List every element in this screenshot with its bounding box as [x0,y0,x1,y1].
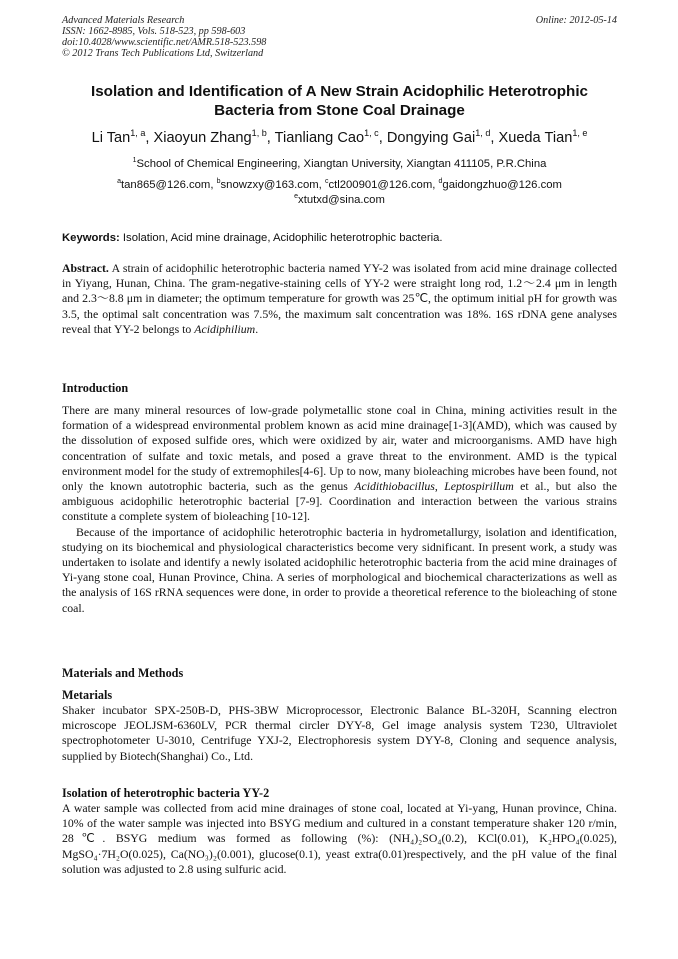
intro-genus-1: Acidithiobacillus [354,479,435,494]
methods-heading: Materials and Methods [62,666,184,680]
email-link[interactable]: ctl200901@126.com [328,179,433,191]
isolation-heading: Isolation of heterotrophic bacteria YY-2 [62,786,270,800]
author-affil-mark: 1, c [364,128,379,139]
author-affil-mark: 1, b [251,128,267,139]
online-date: Online: 2012-05-14 [535,15,617,26]
keywords [62,231,617,245]
email-mark: c [324,178,329,186]
journal-doi: doi:10.4028/www.scientific.net/AMR.518-523.598 [62,37,267,48]
intro-p1-sep: , [434,479,438,494]
author-affil-mark: 1, d [475,128,491,139]
journal-copyright: © 2012 Trans Tech Publications Ltd, Switzerland [62,48,264,59]
author-name: Xiaoyun Zhang [153,130,252,146]
abstract-label: Abstract. [62,261,109,275]
email-mark: d [438,178,443,186]
journal-issn: ISSN: 1662-8985, Vols. 518-523, pp 598-603 [62,26,246,37]
intro-p1-text-end: et al., but also the ambiguous acidophilic heterotrophic bacterial [7-9]. Coordination and interaction between the various strains constitute a complete system of bioleaching [10-12]. [62,479,618,524]
introduction-body [62,403,617,616]
email-link[interactable]: gaidongzhuo@126.com [442,179,562,191]
abstract-text: A strain of acidophilic heterotrophic bacteria named YY-2 was isolated from acid mine drainage collected in Yiyang, Hunan, China. The gram-negative-staining cells of YY-2 were straight long rod, 1.2～2.4 μm in length and 2.3～8.8 μm in diameter; the optimum temperature for growth was 25℃, the optimum initial pH for growth was 3.5, the optimal salt concentration was 7.5%, the maximum salt concentration was 18%. 16S rDNA gene analyses reveal that YY-2 belongs to [62,261,617,336]
email-mark: b [216,178,221,186]
intro-paragraph-2: Because of the importance of acidophilic heterotrophic bacteria in hydrometallurgy, isolation and identification, studying on its biochemical and physiological characteristics become very sidnificant. In present work, a study was undertaken to isolate and identify a newly isolated acidophilic heterotrophic bacteria from the acid mine drainages of Yi-yang stone coal, Hunan Province, China. A series of morphological and biochemical characterizations as well as the analysis of 16S rRNA sequences were done, in order to provide a theoretical reference to the bioleaching of stone coal. [62,524,617,615]
title-line-2: Bacteria from Stone Coal Drainage [214,102,465,119]
abstract-genus: Acidiphilium [194,321,256,336]
author-name: Xueda Tian [498,130,573,146]
intro-genus-2: Leptospirillum [444,479,514,494]
affiliation [62,157,617,171]
title-line-1: Isolation and Identification of A New Strain Acidophilic Heterotrophic [91,83,588,100]
introduction-heading: Introduction [62,381,129,395]
author-affil-mark: 1, a [130,128,146,139]
email-link[interactable]: xtutxd@sina.com [298,193,385,206]
journal-name: Advanced Materials Research [62,15,185,26]
intro-paragraph-1 [62,403,617,525]
affiliation-mark: 1 [132,157,137,165]
isolation-body [62,801,617,877]
author-affil-mark: 1, e [572,128,588,139]
metarials-text: Shaker incubator SPX-250B-D, PHS-3BW Microprocessor, Electronic Balance BL-320H, Scanning electron microscope JEOLJSM-6360LV, PCR thermal circler DYY-8, Gel image analysis system T230, Ultraviolet spectrophotometer U-3010, Centrifuge YXJ-2, Electrophoresis system DYY-8, Cloning and sequence analysis, supplied by Biotech(Shanghai) Co., Ltd. [62,703,617,763]
intro-p1-text: There are many mineral resources of low-grade polymetallic stone coal in China, mining activities result in the formation of a widespread environmental problem known as acid mine drainage[1-3](AMD), which was caused by the dissolution of exposed sulfide ores, which were oxidized by air, water and microorganisms. AMD have high concentration of sulfate and toxic metals, and posed a grave threat to the environment. AMD is the typical environment model for the study of extremophiles[4-6]. Up to now, many bioleaching microbes have been found, not only the known autotrophic bacteria, such as the genus [62,403,617,494]
metarials-heading: Metarials [62,688,113,702]
email-mark: a [117,178,121,186]
author-list: Li Tan$^{1, a}$, Xiaoyun Zhang$^{1, b}$, Tianliang Cao$^{1, c}$, Dongying Gai$^{1, d}$, Xueda Tian$^{1, e}$ [91,128,588,146]
author-name: Tianliang Cao [274,130,365,146]
keywords-label: Keywords: [62,232,120,244]
keywords-text: Isolation, Acid mine drainage, Acidophilic heterotrophic bacteria. [122,232,443,244]
email-link[interactable]: tan865@126.com [120,179,211,191]
paper-title [62,82,617,120]
metarials-body [62,703,617,764]
affiliation-text: School of Chemical Engineering, Xiangtan University, Xiangtan 411105, P.R.China [136,158,547,170]
isolation-text: A water sample was collected from acid mine drainages of stone coal, located at Yi-yang, Hunan province, China. 10% of the water sample was injected into BSYG medium and cultured in a constant temperature shaker 120 r/min, 28℃. BSYG medium was formed as following (%): (NH₄)₂SO₄(0.2), KCl(0.01), K₂HPO₄(0.025), MgSO₄·7H₂O(0.025), Ca(NO₃)₂(0.001), glucose(0.1), yeast extra(0.01)respectively, and the pH value of the final solution was adjusted to 2.8 using sulfuric acid. [62,801,617,876]
author-name: Dongying Gai [386,130,476,146]
abstract-end: . [255,321,259,336]
email-list: $^a$tan865@126.com, $^b$snowzxy@163.com, $^c$ctl200901@126.com, $^d$gaidongzhuo@126.com $^e$xtutxd@sina.com [117,178,562,206]
abstract [62,261,617,337]
author-name: Li Tan [91,130,131,146]
email-mark: e [294,192,299,200]
email-link[interactable]: snowzxy@163.com [220,179,319,191]
journal-header [62,15,617,59]
